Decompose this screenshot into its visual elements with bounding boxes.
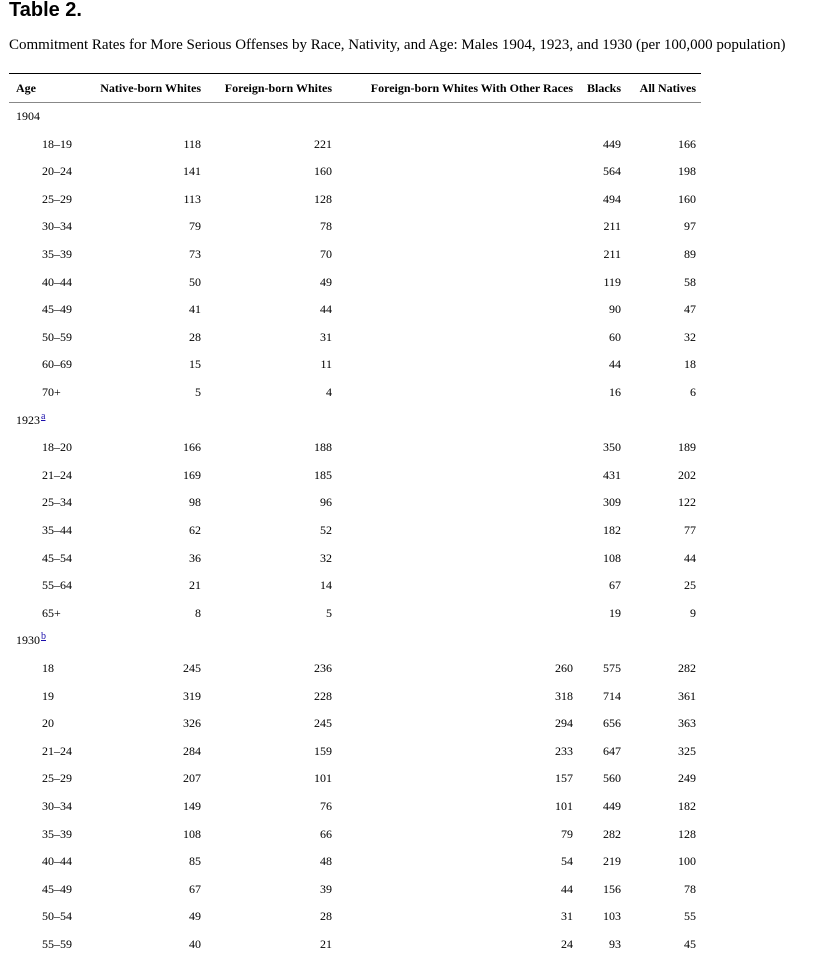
cell-native-born-whites: 319 (183, 689, 201, 703)
cell-blacks: 67 (609, 578, 621, 592)
cell-all-natives: 282 (678, 661, 696, 675)
footnote-link[interactable]: a (41, 411, 46, 422)
cell-blacks: 93 (609, 937, 621, 951)
row-age: 45–49 (42, 882, 72, 896)
cell-all-natives: 249 (678, 771, 696, 785)
table-row (0, 879, 840, 899)
row-age: 45–54 (42, 551, 72, 565)
cell-foreign-born-whites: 70 (320, 247, 332, 261)
cell-blacks: 449 (603, 137, 621, 151)
row-age: 60–69 (42, 357, 72, 371)
row-age: 25–29 (42, 771, 72, 785)
cell-all-natives: 361 (678, 689, 696, 703)
row-age: 55–59 (42, 937, 72, 951)
table-row (0, 465, 840, 485)
cell-blacks: 647 (603, 744, 621, 758)
row-age: 18–20 (42, 440, 72, 454)
cell-native-born-whites: 36 (189, 551, 201, 565)
cell-all-natives: 55 (684, 909, 696, 923)
row-age: 35–44 (42, 523, 72, 537)
cell-all-natives: 18 (684, 357, 696, 371)
cell-native-born-whites: 141 (183, 164, 201, 178)
cell-blacks: 656 (603, 716, 621, 730)
cell-foreign-born-whites: 49 (320, 275, 332, 289)
cell-foreign-born-whites: 32 (320, 551, 332, 565)
table-caption: Commitment Rates for More Serious Offenses by Race, Nativity, and Age: Males 1904, 1923, and 1930 (per 100,000 population) (9, 37, 786, 53)
cell-blacks: 103 (603, 909, 621, 923)
row-age: 30–34 (42, 799, 72, 813)
cell-blacks: 560 (603, 771, 621, 785)
row-age: 50–59 (42, 330, 72, 344)
row-age: 30–34 (42, 219, 72, 233)
cell-blacks: 19 (609, 606, 621, 620)
header-foreign-born-whites: Foreign-born Whites (224, 81, 332, 95)
row-age: 50–54 (42, 909, 72, 923)
table-row (0, 713, 840, 733)
cell-native-born-whites: 284 (183, 744, 201, 758)
cell-native-born-whites: 85 (189, 854, 201, 868)
table-row (0, 244, 840, 264)
footnote-link[interactable]: b (41, 631, 46, 642)
table-row (0, 327, 840, 347)
cell-native-born-whites: 73 (189, 247, 201, 261)
cell-all-natives: 325 (678, 744, 696, 758)
table-row (0, 851, 840, 871)
cell-foreign-born-whites: 11 (320, 357, 332, 371)
cell-foreign-born-whites-other-races: 294 (555, 716, 573, 730)
cell-blacks: 431 (603, 468, 621, 482)
cell-foreign-born-whites-other-races: 101 (555, 799, 573, 813)
cell-foreign-born-whites: 4 (326, 385, 332, 399)
row-age: 40–44 (42, 275, 72, 289)
cell-all-natives: 9 (690, 606, 696, 620)
header-foreign-born-whites-other-races: Foreign-born Whites With Other Races (370, 81, 573, 95)
year-group-label: 1923 (16, 413, 40, 427)
cell-blacks: 494 (603, 192, 621, 206)
row-age: 21–24 (42, 744, 72, 758)
cell-all-natives: 100 (678, 854, 696, 868)
table-row (0, 575, 840, 595)
cell-all-natives: 97 (684, 219, 696, 233)
cell-foreign-born-whites: 221 (314, 137, 332, 151)
cell-native-born-whites: 41 (189, 302, 201, 316)
table-row (0, 906, 840, 926)
cell-blacks: 44 (609, 357, 621, 371)
cell-native-born-whites: 50 (189, 275, 201, 289)
cell-all-natives: 78 (684, 882, 696, 896)
table-row (0, 161, 840, 181)
cell-all-natives: 77 (684, 523, 696, 537)
cell-foreign-born-whites: 76 (320, 799, 332, 813)
cell-foreign-born-whites: 101 (314, 771, 332, 785)
cell-native-born-whites: 166 (183, 440, 201, 454)
cell-foreign-born-whites: 96 (320, 495, 332, 509)
cell-all-natives: 44 (684, 551, 696, 565)
cell-blacks: 714 (603, 689, 621, 703)
cell-native-born-whites: 49 (189, 909, 201, 923)
cell-foreign-born-whites-other-races: 233 (555, 744, 573, 758)
cell-foreign-born-whites: 236 (314, 661, 332, 675)
table-row (0, 934, 840, 954)
cell-all-natives: 202 (678, 468, 696, 482)
cell-all-natives: 198 (678, 164, 696, 178)
cell-native-born-whites: 5 (195, 385, 201, 399)
table-row (0, 354, 840, 374)
row-age: 21–24 (42, 468, 72, 482)
cell-blacks: 564 (603, 164, 621, 178)
cell-foreign-born-whites: 28 (320, 909, 332, 923)
year-group-row (0, 106, 840, 126)
cell-foreign-born-whites-other-races: 260 (555, 661, 573, 675)
table-row (0, 824, 840, 844)
cell-native-born-whites: 326 (183, 716, 201, 730)
cell-all-natives: 363 (678, 716, 696, 730)
cell-all-natives: 25 (684, 578, 696, 592)
cell-all-natives: 166 (678, 137, 696, 151)
cell-blacks: 219 (603, 854, 621, 868)
cell-foreign-born-whites: 14 (320, 578, 332, 592)
cell-foreign-born-whites: 228 (314, 689, 332, 703)
header-all-natives: All Natives (639, 81, 696, 95)
cell-blacks: 90 (609, 302, 621, 316)
cell-blacks: 309 (603, 495, 621, 509)
cell-foreign-born-whites-other-races: 54 (561, 854, 573, 868)
cell-foreign-born-whites: 21 (320, 937, 332, 951)
row-age: 35–39 (42, 827, 72, 841)
table-label: Table 2. (9, 0, 82, 21)
cell-foreign-born-whites: 128 (314, 192, 332, 206)
table-row (0, 796, 840, 816)
cell-all-natives: 45 (684, 937, 696, 951)
row-age: 35–39 (42, 247, 72, 261)
cell-native-born-whites: 67 (189, 882, 201, 896)
row-age: 18–19 (42, 137, 72, 151)
header-blacks: Blacks (586, 81, 621, 95)
row-age: 19 (42, 689, 54, 703)
cell-blacks: 119 (603, 275, 621, 289)
cell-foreign-born-whites: 159 (314, 744, 332, 758)
cell-foreign-born-whites-other-races: 318 (555, 689, 573, 703)
cell-all-natives: 89 (684, 247, 696, 261)
cell-blacks: 211 (603, 219, 621, 233)
table-row (0, 520, 840, 540)
year-group-label-wrap (16, 410, 45, 430)
cell-foreign-born-whites: 160 (314, 164, 332, 178)
year-group-label: 1904 (16, 109, 40, 123)
year-group-row (0, 410, 840, 430)
cell-blacks: 108 (603, 551, 621, 565)
row-age: 25–34 (42, 495, 72, 509)
cell-foreign-born-whites: 188 (314, 440, 332, 454)
table-row (0, 686, 840, 706)
cell-foreign-born-whites-other-races: 31 (561, 909, 573, 923)
cell-native-born-whites: 118 (183, 137, 201, 151)
cell-foreign-born-whites: 78 (320, 219, 332, 233)
cell-all-natives: 32 (684, 330, 696, 344)
cell-native-born-whites: 108 (183, 827, 201, 841)
table-row (0, 382, 840, 402)
table-row (0, 189, 840, 209)
year-group-row (0, 630, 840, 650)
header-native-born-whites: Native-born Whites (100, 81, 201, 95)
table-row (0, 272, 840, 292)
table-row (0, 216, 840, 236)
cell-foreign-born-whites: 52 (320, 523, 332, 537)
cell-foreign-born-whites: 44 (320, 302, 332, 316)
cell-blacks: 575 (603, 661, 621, 675)
cell-all-natives: 6 (690, 385, 696, 399)
cell-all-natives: 160 (678, 192, 696, 206)
cell-foreign-born-whites-other-races: 79 (561, 827, 573, 841)
table-row (0, 134, 840, 154)
row-age: 20–24 (42, 164, 72, 178)
cell-blacks: 60 (609, 330, 621, 344)
cell-all-natives: 189 (678, 440, 696, 454)
cell-native-born-whites: 245 (183, 661, 201, 675)
cell-native-born-whites: 169 (183, 468, 201, 482)
row-age: 65+ (42, 606, 61, 620)
row-age: 40–44 (42, 854, 72, 868)
cell-all-natives: 128 (678, 827, 696, 841)
table-top-rule (9, 73, 701, 74)
table-header-rule (9, 102, 701, 103)
cell-foreign-born-whites: 185 (314, 468, 332, 482)
cell-native-born-whites: 28 (189, 330, 201, 344)
year-group-label: 1930 (16, 633, 40, 647)
cell-all-natives: 182 (678, 799, 696, 813)
table-header-row (0, 78, 840, 98)
cell-foreign-born-whites: 48 (320, 854, 332, 868)
cell-foreign-born-whites: 5 (326, 606, 332, 620)
cell-blacks: 16 (609, 385, 621, 399)
row-age: 55–64 (42, 578, 72, 592)
cell-foreign-born-whites: 66 (320, 827, 332, 841)
row-age: 70+ (42, 385, 61, 399)
table-row (0, 437, 840, 457)
cell-foreign-born-whites: 245 (314, 716, 332, 730)
year-group-label-wrap (16, 630, 46, 650)
cell-foreign-born-whites: 39 (320, 882, 332, 896)
cell-foreign-born-whites-other-races: 157 (555, 771, 573, 785)
row-age: 18 (42, 661, 54, 675)
cell-native-born-whites: 62 (189, 523, 201, 537)
cell-native-born-whites: 8 (195, 606, 201, 620)
cell-native-born-whites: 113 (183, 192, 201, 206)
cell-native-born-whites: 98 (189, 495, 201, 509)
header-age: Age (16, 81, 36, 95)
table-row (0, 741, 840, 761)
cell-all-natives: 58 (684, 275, 696, 289)
table-row (0, 299, 840, 319)
cell-foreign-born-whites-other-races: 44 (561, 882, 573, 896)
cell-all-natives: 47 (684, 302, 696, 316)
cell-blacks: 282 (603, 827, 621, 841)
cell-blacks: 182 (603, 523, 621, 537)
cell-native-born-whites: 207 (183, 771, 201, 785)
cell-all-natives: 122 (678, 495, 696, 509)
cell-foreign-born-whites-other-races: 24 (561, 937, 573, 951)
cell-native-born-whites: 79 (189, 219, 201, 233)
cell-blacks: 156 (603, 882, 621, 896)
table-row (0, 548, 840, 568)
cell-blacks: 449 (603, 799, 621, 813)
row-age: 25–29 (42, 192, 72, 206)
cell-native-born-whites: 21 (189, 578, 201, 592)
cell-native-born-whites: 15 (189, 357, 201, 371)
cell-native-born-whites: 40 (189, 937, 201, 951)
cell-blacks: 211 (603, 247, 621, 261)
table-row (0, 603, 840, 623)
table-row (0, 492, 840, 512)
cell-native-born-whites: 149 (183, 799, 201, 813)
cell-foreign-born-whites: 31 (320, 330, 332, 344)
row-age: 45–49 (42, 302, 72, 316)
table-row (0, 768, 840, 788)
table-row (0, 658, 840, 678)
row-age: 20 (42, 716, 54, 730)
cell-blacks: 350 (603, 440, 621, 454)
